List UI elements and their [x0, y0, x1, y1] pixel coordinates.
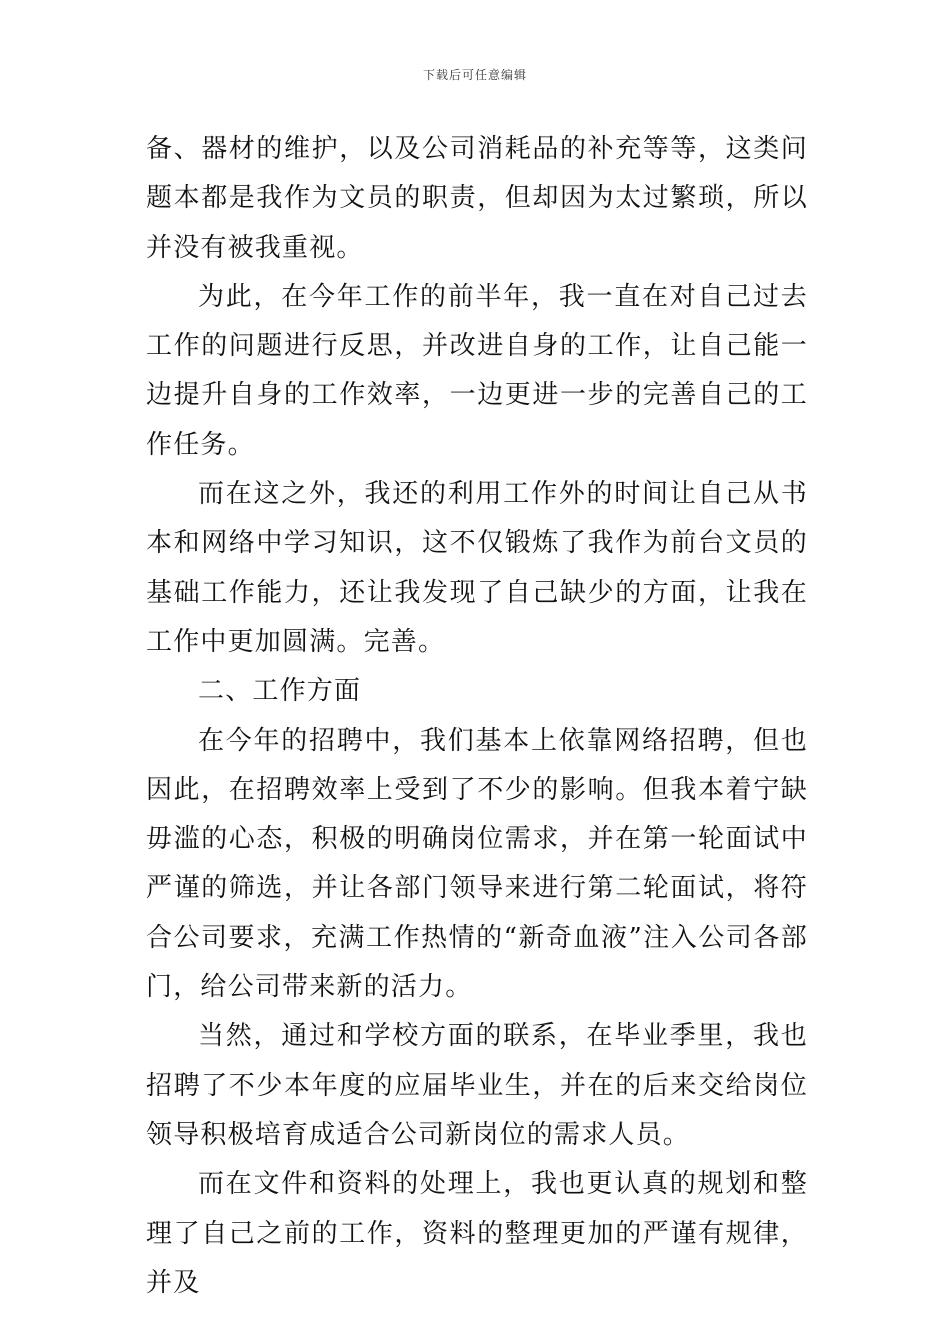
- header-note: 下载后可任意编辑: [422, 68, 527, 82]
- paragraph-1: 备、器材的维护，以及公司消耗品的补充等等，这类问题本都是我作为文员的职责，但却因为太过繁琐，所以并没有被我重视。: [146, 134, 808, 263]
- paragraph-4: 在今年的招聘中，我们基本上依靠网络招聘，但也因此，在招聘效率上受到了不少的影响。但我本着宁缺毋滥的心态，积极的明确岗位需求，并在第一轮面试中严谨的筛选，并让各部门领导来进行第二轮面试，将符合公司要求，充满工作热情的“新奇血液”注入公司各部门，给公司带来新的活力。: [146, 725, 808, 1003]
- paragraph-3: 而在这之外，我还的利用工作外的时间让自己从书本和网络中学习知识，这不仅锻炼了我作为前台文员的基础工作能力，还让我发现了自己缺少的方面，让我在工作中更加圆满。完善。: [146, 479, 808, 657]
- document-body: [146, 125, 808, 1308]
- section-heading-work: 二、工作方面: [198, 676, 362, 707]
- paragraph-2: 为此，在今年工作的前半年，我一直在对自己过去工作的问题进行反思，并改进自身的工作，让自己能一边提升自身的工作效率，一边更进一步的完善自己的工作任务。: [146, 281, 808, 460]
- paragraph-5: 当然，通过和学校方面的联系，在毕业季里，我也招聘了不少本年度的应届毕业生，并在的后来交给岗位领导积极培育成适合公司新岗位的需求人员。: [146, 1021, 808, 1150]
- paragraph-6: 而在文件和资料的处理上，我也更认真的规划和整理了自己之前的工作，资料的整理更加的严谨有规律，并及: [146, 1169, 808, 1298]
